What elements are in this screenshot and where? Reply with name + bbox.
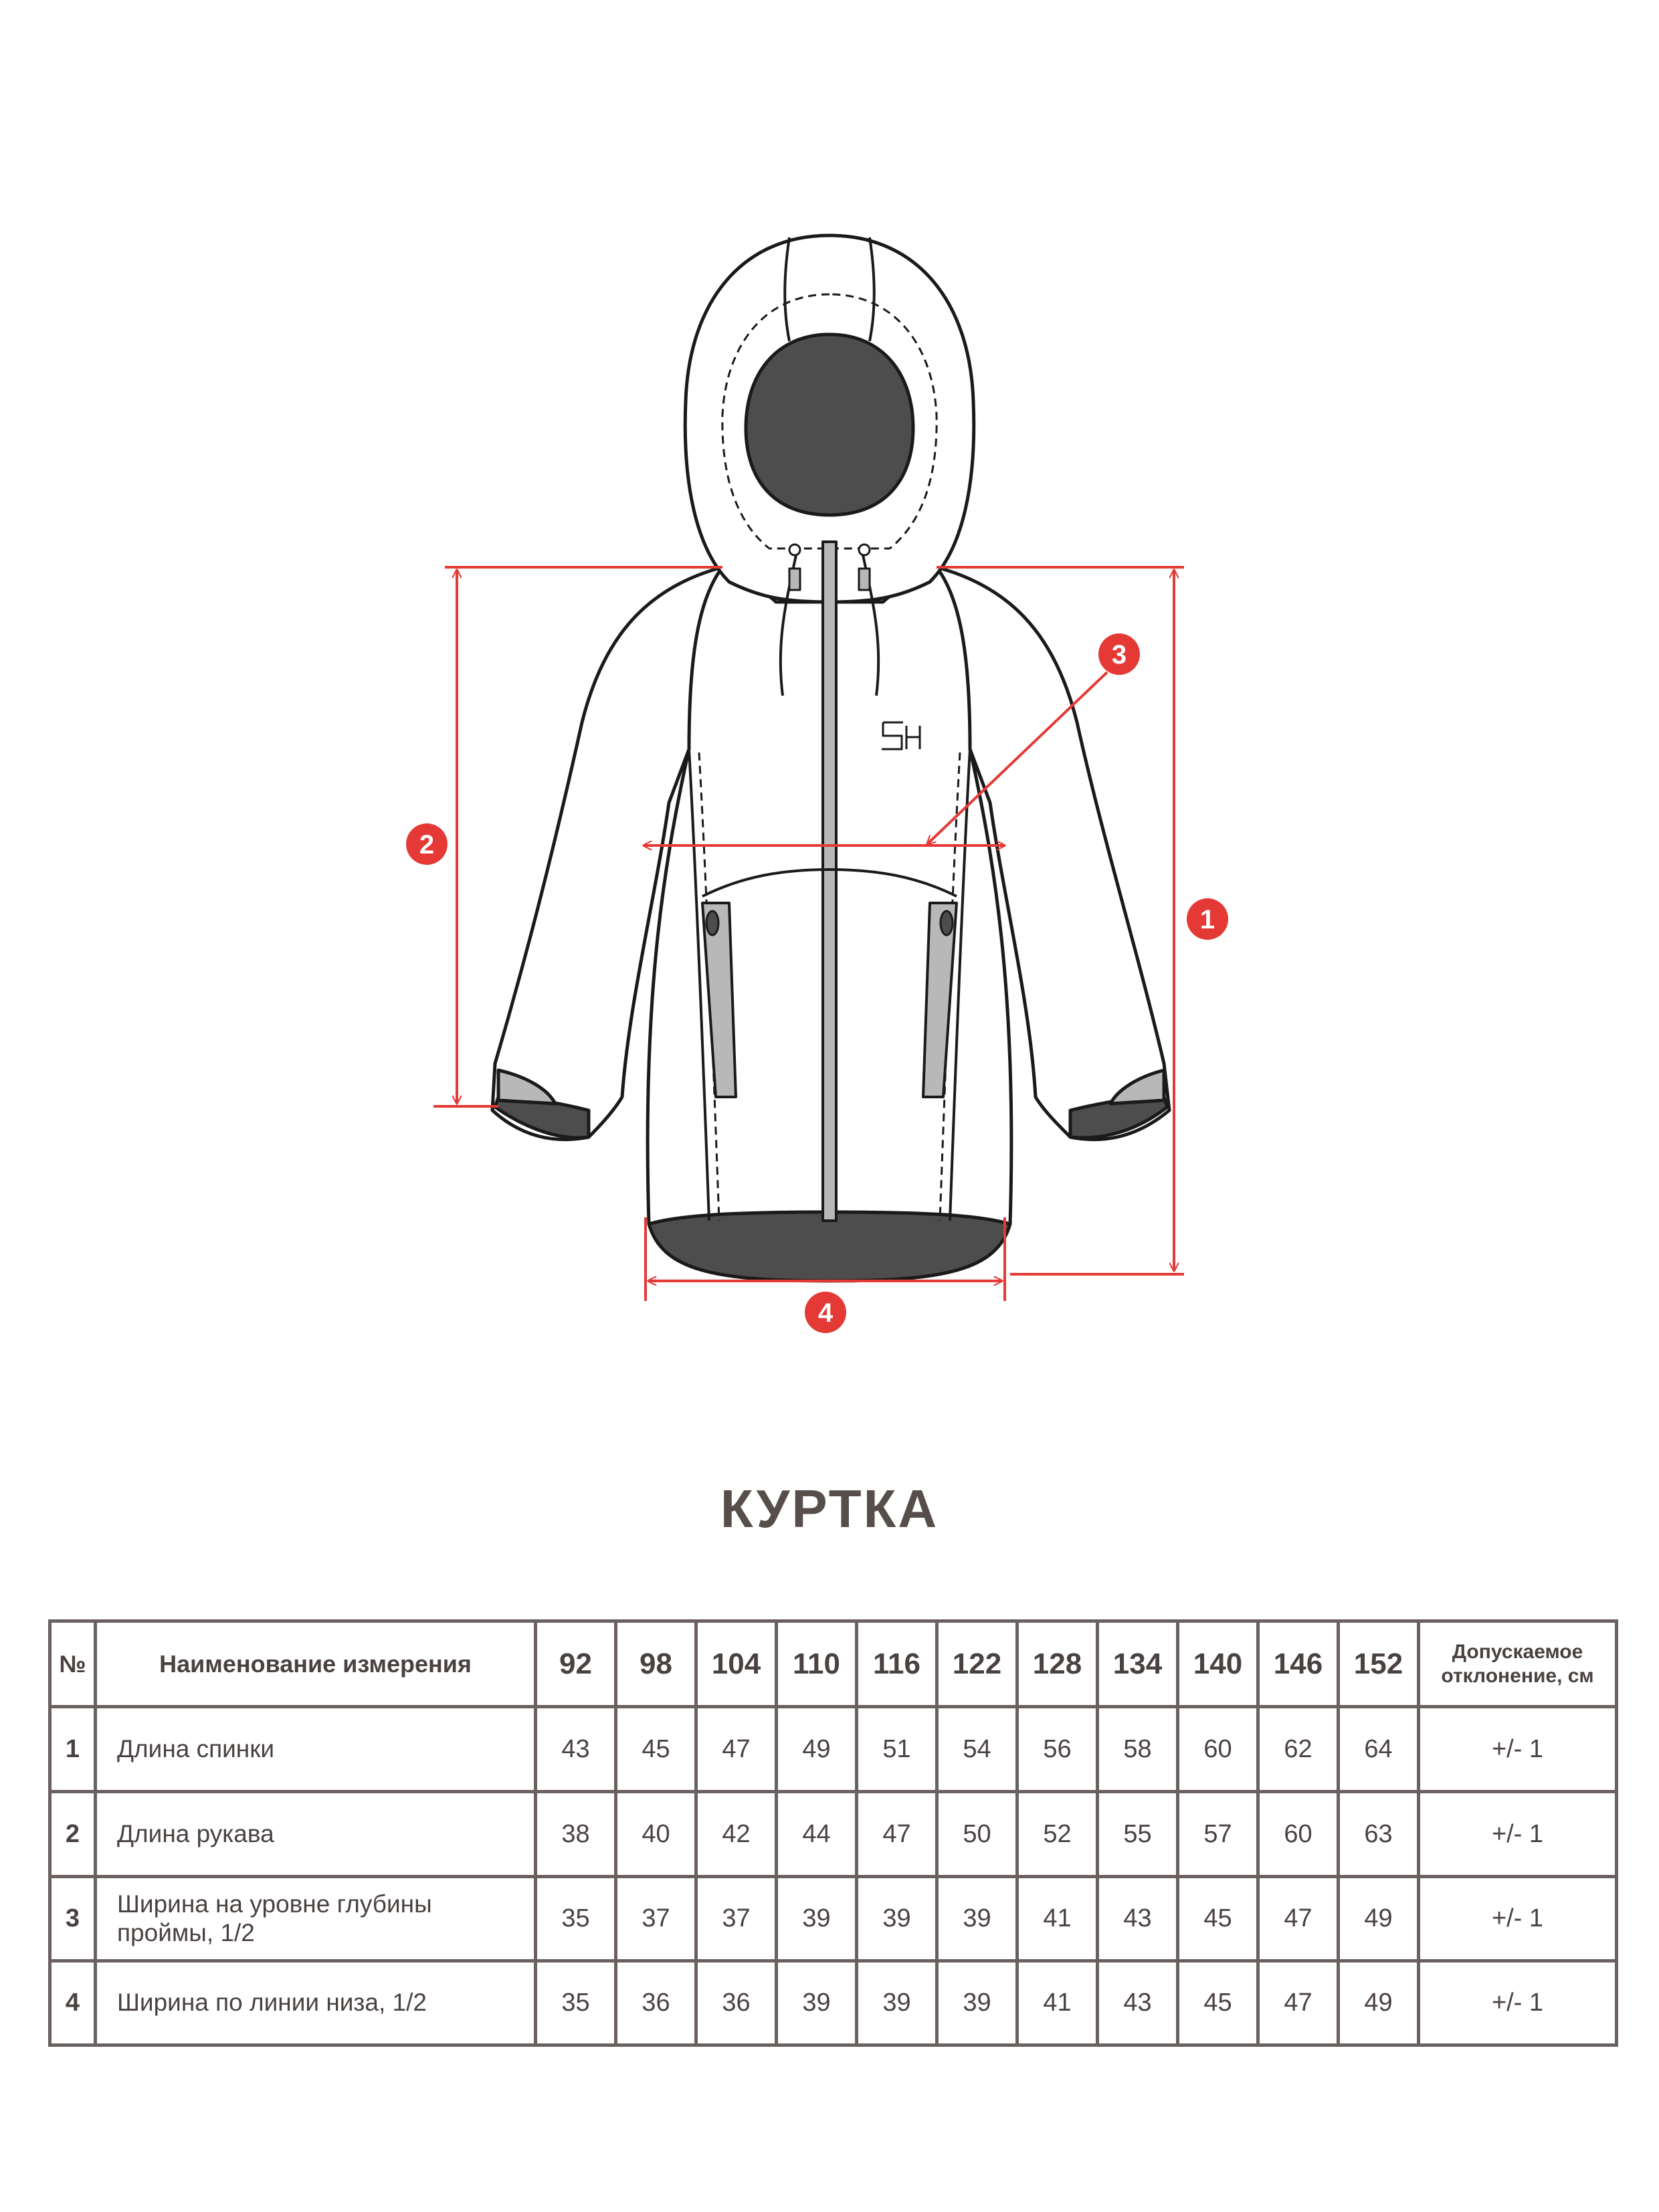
header-tolerance-line1: Допускаемое <box>1452 1640 1583 1663</box>
cell-value: 38 <box>536 1792 616 1877</box>
cell-value: 35 <box>536 1961 616 2045</box>
cell-value: 50 <box>937 1792 1017 1877</box>
header-size: 98 <box>616 1621 696 1707</box>
cell-value: 36 <box>696 1961 777 2045</box>
cell-value: 55 <box>1098 1792 1178 1877</box>
cell-value: 52 <box>1017 1792 1098 1877</box>
cell-value: 39 <box>937 1877 1017 1961</box>
cell-tolerance: +/- 1 <box>1419 1707 1617 1792</box>
header-size: 152 <box>1339 1621 1419 1707</box>
cell-value: 56 <box>1017 1707 1098 1792</box>
header-size: 104 <box>696 1621 777 1707</box>
header-size: 128 <box>1017 1621 1098 1707</box>
right-cordlock <box>859 569 870 590</box>
cell-value: 47 <box>857 1792 937 1877</box>
cell-value: 39 <box>937 1961 1017 2045</box>
header-tolerance-line2: отклонение, см <box>1441 1664 1594 1687</box>
badge-3-label: 3 <box>1111 640 1127 670</box>
row-name: Длина спинки <box>96 1707 536 1792</box>
cell-value: 36 <box>616 1961 696 2045</box>
cell-value: 41 <box>1017 1877 1098 1961</box>
table-header-row <box>50 1621 1617 1707</box>
table-row <box>50 1961 1617 2045</box>
cell-value: 54 <box>937 1707 1017 1792</box>
header-size: 110 <box>777 1621 857 1707</box>
hood-opening <box>746 334 913 515</box>
cell-value: 45 <box>1178 1961 1258 2045</box>
cell-value: 43 <box>536 1707 616 1792</box>
cell-tolerance: +/- 1 <box>1419 1961 1617 2045</box>
cell-tolerance: +/- 1 <box>1419 1877 1617 1961</box>
cell-value: 42 <box>696 1792 777 1877</box>
cell-value: 39 <box>857 1961 937 2045</box>
badge-2 <box>406 823 448 865</box>
cell-value: 57 <box>1178 1792 1258 1877</box>
page-title: КУРТКА <box>720 1479 939 1538</box>
header-num: № <box>50 1621 96 1707</box>
badge-1-label: 1 <box>1199 905 1215 934</box>
hem-band <box>649 1212 1010 1281</box>
row-num: 1 <box>50 1707 96 1792</box>
left-cordlock <box>789 569 800 590</box>
header-name: Наименование измерения <box>96 1621 536 1707</box>
cell-value: 41 <box>1017 1961 1098 2045</box>
cell-value: 35 <box>536 1877 616 1961</box>
row-num: 4 <box>50 1961 96 2045</box>
cell-value: 44 <box>777 1792 857 1877</box>
cell-value: 49 <box>1339 1961 1419 2045</box>
row-name: Длина рукава <box>96 1792 536 1877</box>
cell-value: 40 <box>616 1792 696 1877</box>
cell-value: 60 <box>1178 1707 1258 1792</box>
cell-value: 49 <box>1339 1877 1419 1961</box>
badge-3 <box>1098 633 1140 675</box>
cell-value: 45 <box>616 1707 696 1792</box>
cell-value: 39 <box>857 1877 937 1961</box>
header-size: 140 <box>1178 1621 1258 1707</box>
badge-2-label: 2 <box>419 830 435 860</box>
cell-value: 43 <box>1098 1961 1178 2045</box>
cell-tolerance: +/- 1 <box>1419 1792 1617 1877</box>
table-row <box>50 1707 1617 1792</box>
cell-value: 47 <box>1258 1961 1339 2045</box>
cell-value: 51 <box>857 1707 937 1792</box>
cell-value: 62 <box>1258 1707 1339 1792</box>
cell-value: 45 <box>1178 1877 1258 1961</box>
row-num: 2 <box>50 1792 96 1877</box>
cell-value: 49 <box>777 1707 857 1792</box>
cell-value: 47 <box>696 1707 777 1792</box>
cell-value: 47 <box>1258 1877 1339 1961</box>
jacket-drawing <box>492 235 1169 1281</box>
table-row <box>50 1792 1617 1877</box>
cell-value: 63 <box>1339 1792 1419 1877</box>
row-name-line1: Ширина на уровне глубины <box>117 1890 432 1918</box>
header-size: 122 <box>937 1621 1017 1707</box>
table-row <box>50 1877 1617 1961</box>
cell-value: 60 <box>1258 1792 1339 1877</box>
row-num: 3 <box>50 1877 96 1961</box>
badge-4-label: 4 <box>817 1298 834 1328</box>
row-name-line2: проймы, 1/2 <box>117 1918 255 1946</box>
header-size: 134 <box>1098 1621 1178 1707</box>
size-table <box>48 1619 1618 2047</box>
cell-value: 43 <box>1098 1877 1178 1961</box>
cell-value: 39 <box>777 1961 857 2045</box>
row-name <box>96 1877 536 1961</box>
front-zipper <box>823 542 836 1221</box>
cell-value: 37 <box>696 1877 777 1961</box>
row-name: Ширина по линии низа, 1/2 <box>96 1961 536 2045</box>
header-size: 116 <box>857 1621 937 1707</box>
header-tolerance <box>1419 1621 1617 1707</box>
badge-4 <box>805 1292 846 1333</box>
cell-value: 37 <box>616 1877 696 1961</box>
cell-value: 39 <box>777 1877 857 1961</box>
header-size: 146 <box>1258 1621 1339 1707</box>
cell-value: 58 <box>1098 1707 1178 1792</box>
badge-1 <box>1187 898 1228 940</box>
header-size: 92 <box>536 1621 616 1707</box>
cell-value: 64 <box>1339 1707 1419 1792</box>
